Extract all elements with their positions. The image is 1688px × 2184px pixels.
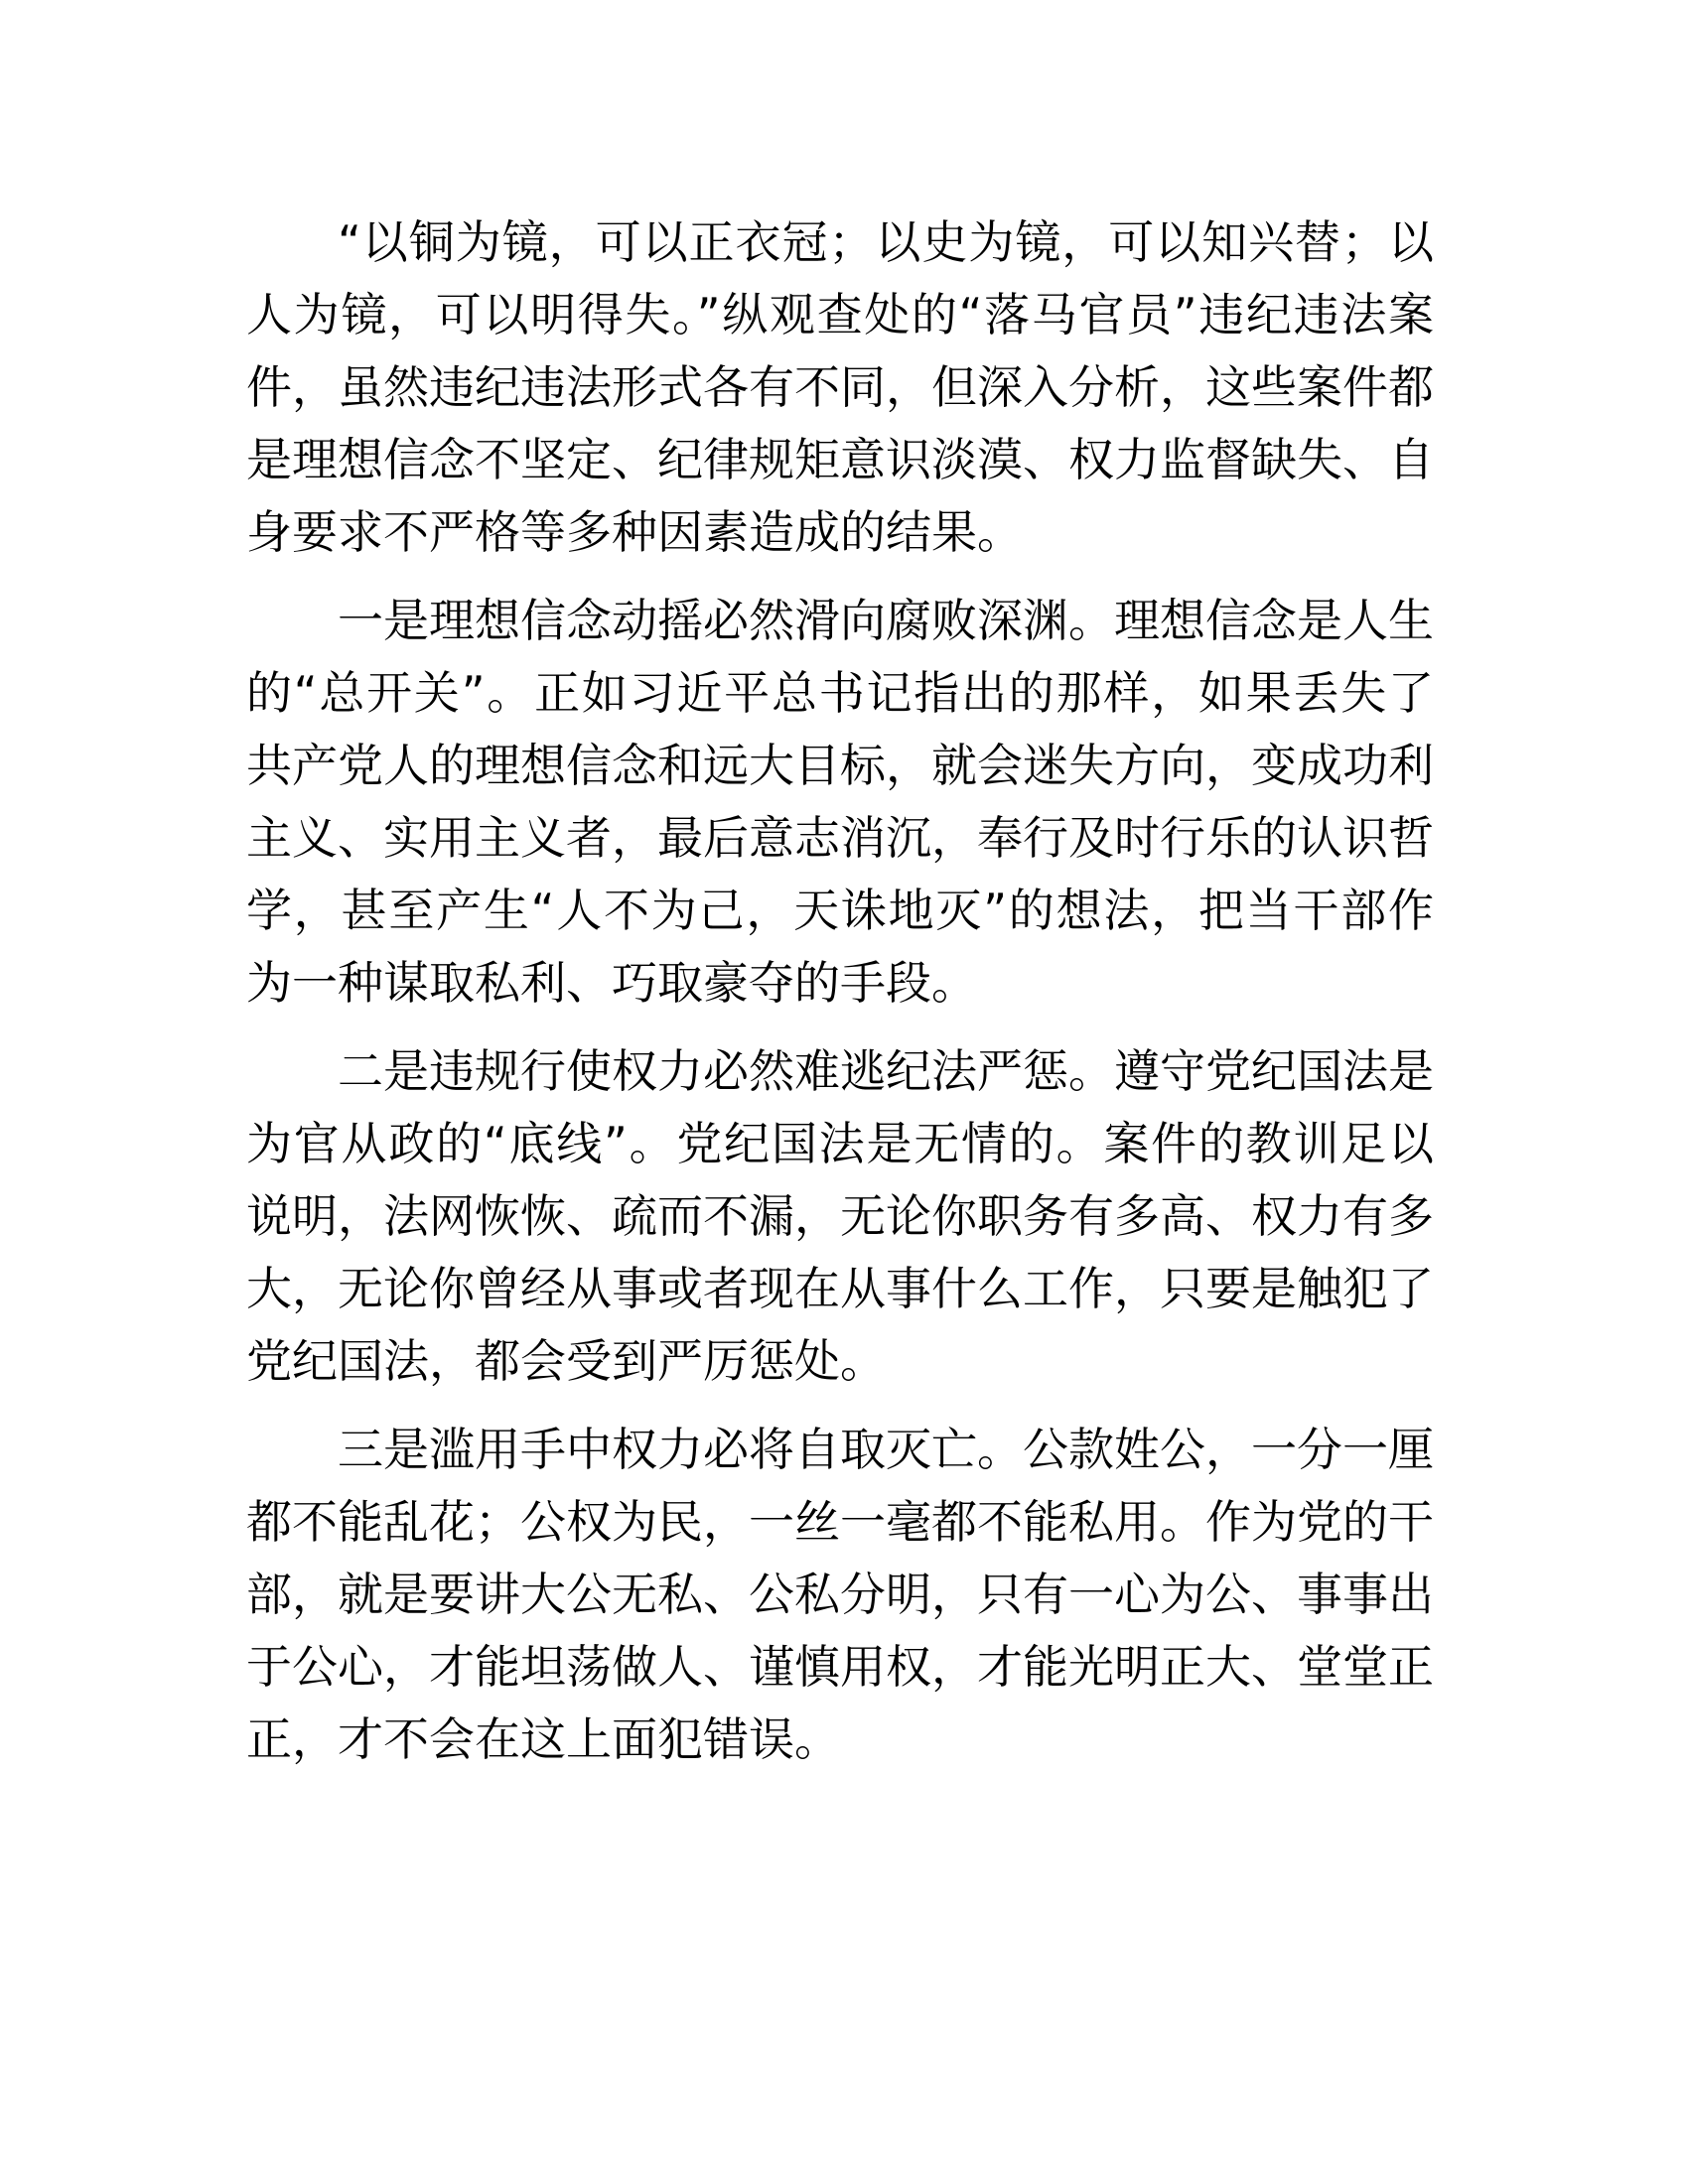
paragraph-point-one: 一是理想信念动摇必然滑向腐败深渊。理想信念是人生的“总开关”。正如习近平总书记指出的那样，如果丢失了共产党人的理想信念和远大目标，就会迷失方向，变成功利主义、实用主义者，最后意志消沉，奉行及时行乐的认识哲学，甚至产生“人不为己，天诛地灭”的想法，把当干部作为一种谋取私利、巧取豪夺的手段。 bbox=[246, 594, 1434, 1010]
document-body bbox=[246, 206, 1434, 1792]
paragraph-point-two: 二是违规行使权力必然难逃纪法严惩。遵守党纪国法是为官从政的“底线”。党纪国法是无情的。案件的教训足以说明，法网恢恢、疏而不漏，无论你职务有多高、权力有多大，无论你曾经从事或者现在从事什么工作，只要是触犯了党纪国法，都会受到严厉惩处。 bbox=[246, 1044, 1434, 1388]
paragraph-point-three: 三是滥用手中权力必将自取灭亡。公款姓公，一分一厘都不能乱花；公权为民，一丝一毫都不能私用。作为党的干部，就是要讲大公无私、公私分明，只有一心为公、事事出于公心，才能坦荡做人、谨慎用权，才能光明正大、堂堂正正，才不会在这上面犯错误。 bbox=[246, 1423, 1434, 1766]
paragraph-intro: “以铜为镜，可以正衣冠；以史为镜，可以知兴替；以人为镜，可以明得失。”纵观查处的“落马官员”违纪违法案件，虽然违纪违法形式各有不同，但深入分析，这些案件都是理想信念不坚定、纪律规矩意识淡漠、权力监督缺失、自身要求不严格等多种因素造成的结果。 bbox=[246, 215, 1434, 559]
